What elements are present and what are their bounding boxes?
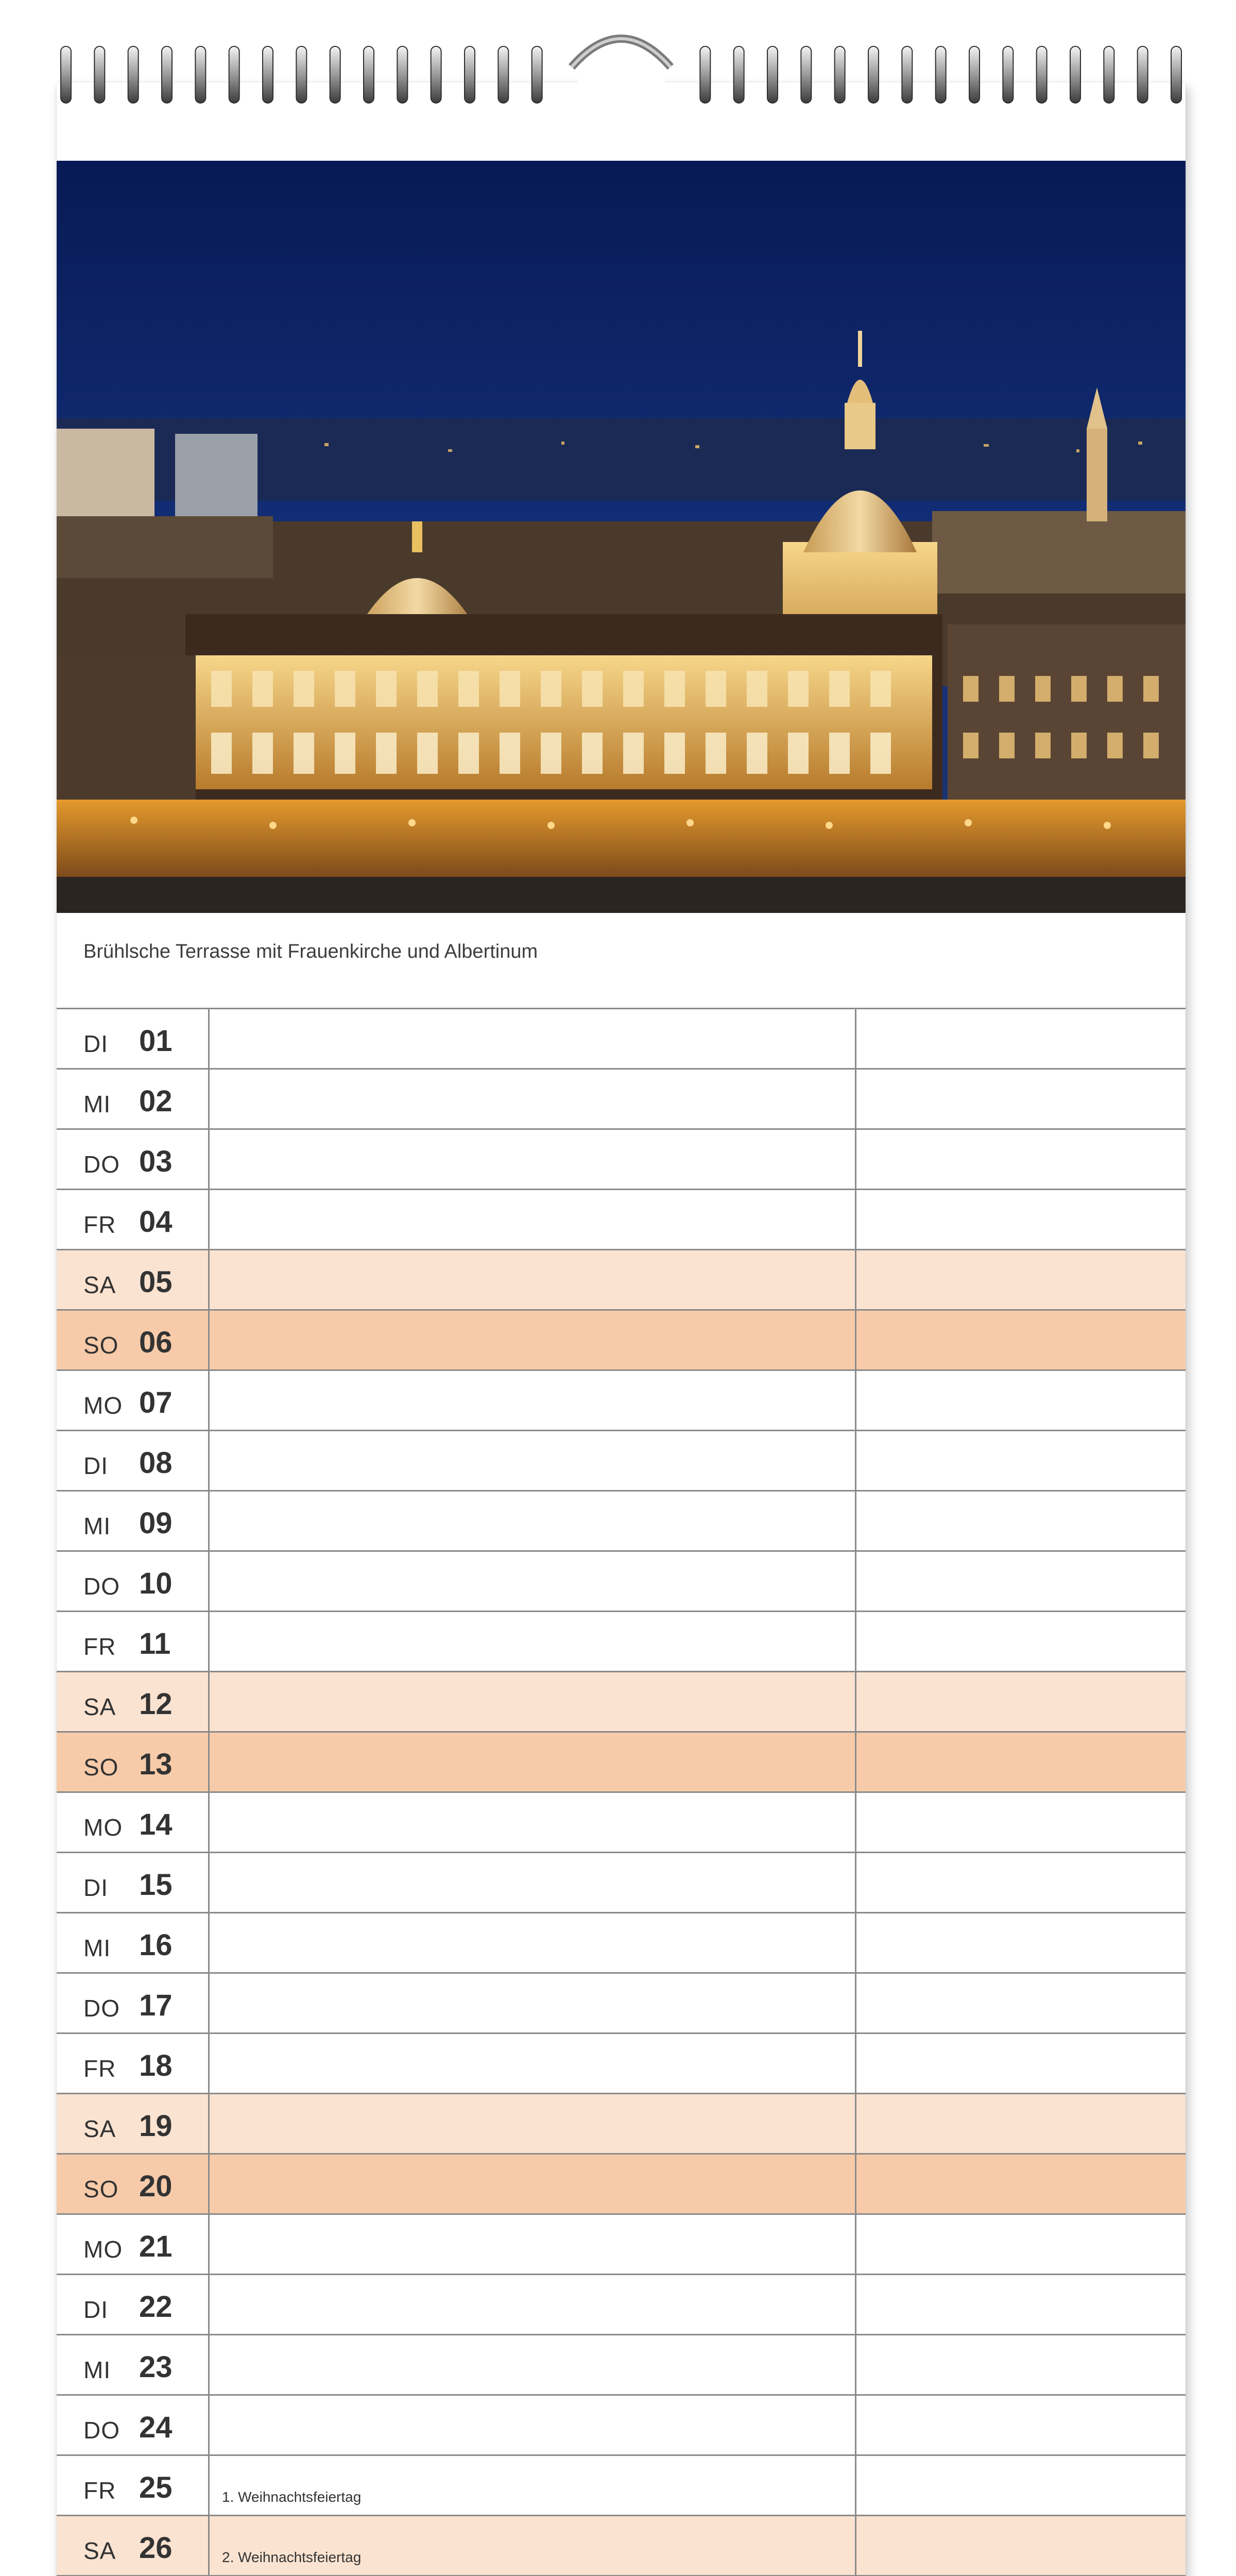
day-cell: [57, 2396, 210, 2454]
note-cell[interactable]: [210, 1492, 856, 1550]
day-row: [57, 1733, 1186, 1793]
day-row: [57, 1793, 1186, 1853]
day-cell: [57, 1070, 210, 1128]
weekday-label: SO: [83, 1754, 119, 1781]
day-number: 13: [139, 1748, 173, 1781]
extra-cell[interactable]: [856, 2155, 1186, 2213]
weekday-label: DI: [83, 1030, 108, 1057]
day-number: 14: [139, 1808, 173, 1841]
day-number: 11: [139, 1627, 171, 1660]
day-number: 26: [139, 2531, 173, 2565]
day-number: 09: [139, 1506, 173, 1540]
note-cell[interactable]: [210, 2396, 856, 2454]
spiral-ring: [431, 46, 441, 103]
weekday-label: MI: [83, 1513, 111, 1539]
day-cell: [57, 1612, 210, 1671]
note-cell[interactable]: [210, 1793, 856, 1852]
photo-caption: Brühlsche Terrasse mit Frauenkirche und Albertinum: [83, 941, 538, 962]
day-row: [57, 2456, 1186, 2516]
extra-cell[interactable]: [856, 2335, 1186, 2394]
day-cell: [57, 1130, 210, 1189]
day-row: [57, 1009, 1186, 1070]
day-row: [57, 1371, 1186, 1431]
day-cell: [57, 2034, 210, 2093]
day-number: 16: [139, 1928, 173, 1962]
note-cell[interactable]: [210, 2516, 856, 2575]
weekday-label: FR: [83, 1633, 116, 1660]
day-number: 24: [139, 2411, 173, 2444]
note-cell[interactable]: [210, 1431, 856, 1490]
spiral-ring: [263, 46, 273, 103]
day-cell: [57, 1913, 210, 1972]
extra-cell[interactable]: [856, 1371, 1186, 1430]
spiral-ring: [767, 46, 778, 103]
extra-cell[interactable]: [856, 1190, 1186, 1249]
note-cell[interactable]: [210, 1371, 856, 1430]
day-number: 25: [139, 2471, 173, 2504]
day-number: 20: [139, 2170, 173, 2203]
extra-cell[interactable]: [856, 1793, 1186, 1852]
note-cell[interactable]: [210, 1913, 856, 1972]
spiral-ring: [229, 46, 239, 103]
weekday-label: MO: [83, 1814, 123, 1841]
extra-cell[interactable]: [856, 2275, 1186, 2334]
day-number: 01: [139, 1024, 173, 1058]
spiral-ring: [1104, 46, 1114, 103]
weekday-label: DI: [83, 2296, 108, 2323]
day-row: [57, 1612, 1186, 1672]
weekday-label: MI: [83, 1091, 111, 1117]
extra-cell[interactable]: [856, 1612, 1186, 1671]
weekday-label: SA: [83, 2115, 116, 2142]
note-cell[interactable]: [210, 1552, 856, 1611]
weekday-label: DO: [83, 2417, 120, 2444]
note-cell[interactable]: [210, 1612, 856, 1671]
holiday-note: 1. Weihnachtsfeiertag: [222, 2489, 362, 2505]
day-row: [57, 1130, 1186, 1190]
day-row: [57, 2215, 1186, 2275]
spiral-ring: [734, 46, 744, 103]
day-row: [57, 1190, 1186, 1250]
weekday-label: DO: [83, 1151, 120, 1178]
extra-cell[interactable]: [856, 2516, 1186, 2575]
day-row: [57, 1250, 1186, 1311]
spiral-ring: [936, 46, 946, 103]
weekday-label: FR: [83, 2477, 116, 2504]
day-cell: [57, 1974, 210, 2032]
spiral-ring: [397, 46, 407, 103]
spiral-ring: [465, 46, 475, 103]
day-number: 06: [139, 1326, 173, 1359]
extra-cell[interactable]: [856, 1913, 1186, 1972]
note-cell[interactable]: [210, 1733, 856, 1791]
day-cell: [57, 2275, 210, 2334]
day-cell: [57, 2516, 210, 2575]
extra-cell[interactable]: [856, 2215, 1186, 2274]
day-number: 17: [139, 1989, 173, 2022]
extra-cell[interactable]: [856, 1672, 1186, 1731]
day-cell: [57, 2094, 210, 2153]
extra-cell[interactable]: [856, 1552, 1186, 1611]
day-cell: [57, 1190, 210, 1249]
extra-cell[interactable]: [856, 2396, 1186, 2454]
spiral-ring: [1037, 46, 1047, 103]
day-cell: [57, 2456, 210, 2515]
weekday-label: MO: [83, 2236, 123, 2263]
extra-cell[interactable]: [856, 2034, 1186, 2093]
extra-cell[interactable]: [856, 1130, 1186, 1189]
weekday-label: MI: [83, 1935, 111, 1961]
extra-cell[interactable]: [856, 1733, 1186, 1791]
spiral-binding: [57, 31, 1186, 124]
note-cell[interactable]: [210, 2335, 856, 2394]
day-row: [57, 2034, 1186, 2094]
spiral-ring: [1171, 46, 1181, 103]
spiral-ring: [902, 46, 912, 103]
note-cell[interactable]: [210, 1190, 856, 1249]
day-row: [57, 2335, 1186, 2396]
spiral-ring: [195, 46, 205, 103]
note-cell[interactable]: [210, 2456, 856, 2515]
day-number: 07: [139, 1386, 173, 1419]
spiral-ring: [969, 46, 980, 103]
extra-cell[interactable]: [856, 1070, 1186, 1128]
day-cell: [57, 1009, 210, 1068]
note-cell[interactable]: [210, 1974, 856, 2032]
spiral-ring: [61, 46, 71, 103]
day-cell: [57, 2155, 210, 2213]
note-cell[interactable]: [210, 2034, 856, 2093]
day-number: 19: [139, 2109, 173, 2143]
weekday-label: SA: [83, 2537, 116, 2564]
day-cell: [57, 1733, 210, 1791]
spiral-ring: [1070, 46, 1080, 103]
weekday-label: DI: [83, 1452, 108, 1479]
extra-cell[interactable]: [856, 2456, 1186, 2515]
note-cell[interactable]: [210, 2094, 856, 2153]
day-row: [57, 1974, 1186, 2034]
day-row: [57, 1431, 1186, 1492]
day-cell: [57, 2215, 210, 2274]
day-number: 18: [139, 2049, 173, 2082]
extra-cell[interactable]: [856, 1492, 1186, 1550]
day-cell: [57, 1431, 210, 1490]
day-cell: [57, 1853, 210, 1912]
day-row: [57, 1311, 1186, 1371]
day-number: 12: [139, 1687, 173, 1721]
weekday-label: MI: [83, 2357, 111, 2383]
day-row: [57, 2275, 1186, 2335]
day-row: [57, 2396, 1186, 2456]
extra-cell[interactable]: [856, 1853, 1186, 1912]
day-row: [57, 1492, 1186, 1552]
day-number: 02: [139, 1084, 173, 1118]
spiral-ring: [94, 46, 105, 103]
note-cell[interactable]: [210, 2215, 856, 2274]
day-number: 05: [139, 1265, 173, 1299]
spiral-ring: [498, 46, 508, 103]
day-number: 21: [139, 2230, 173, 2263]
day-cell: [57, 1492, 210, 1550]
spiral-ring: [700, 46, 710, 103]
weekday-label: FR: [83, 2055, 116, 2082]
note-cell[interactable]: [210, 2275, 856, 2334]
weekday-label: SO: [83, 2176, 119, 2202]
spiral-ring: [364, 46, 374, 103]
day-row: [57, 2516, 1186, 2576]
weekday-label: DI: [83, 1874, 108, 1901]
note-cell[interactable]: [210, 1070, 856, 1128]
extra-cell[interactable]: [856, 1250, 1186, 1309]
day-row: [57, 1672, 1186, 1733]
spiral-ring: [835, 46, 845, 103]
note-cell[interactable]: [210, 1130, 856, 1189]
weekday-label: FR: [83, 1211, 116, 1238]
spiral-ring: [868, 46, 879, 103]
weekday-label: SA: [83, 1272, 116, 1298]
spiral-ring: [162, 46, 172, 103]
spiral-ring: [296, 46, 306, 103]
spiral-ring: [1003, 46, 1013, 103]
spiral-ring: [1138, 46, 1148, 103]
extra-cell[interactable]: [856, 1311, 1186, 1369]
day-row: [57, 2094, 1186, 2155]
spiral-ring: [128, 46, 139, 103]
day-number: 23: [139, 2350, 173, 2384]
cityscape-photo: [57, 161, 1186, 913]
day-number: 22: [139, 2290, 173, 2324]
day-cell: [57, 2335, 210, 2394]
day-row: [57, 1070, 1186, 1130]
extra-cell[interactable]: [856, 2094, 1186, 2153]
extra-cell[interactable]: [856, 1009, 1186, 1068]
day-cell: [57, 1371, 210, 1430]
day-cell: [57, 1250, 210, 1309]
note-cell[interactable]: [210, 1853, 856, 1912]
day-grid: [57, 1008, 1186, 2576]
weekday-label: SO: [83, 1332, 119, 1359]
weekday-label: DO: [83, 1573, 120, 1600]
holiday-note: 2. Weihnachtsfeiertag: [222, 2549, 362, 2565]
day-row: [57, 1552, 1186, 1612]
day-cell: [57, 1793, 210, 1852]
note-cell[interactable]: [210, 2155, 856, 2213]
spiral-ring: [801, 46, 811, 103]
note-cell[interactable]: [210, 1250, 856, 1309]
note-cell[interactable]: [210, 1311, 856, 1369]
weekday-label: MO: [83, 1392, 123, 1419]
extra-cell[interactable]: [856, 1431, 1186, 1490]
weekday-label: SA: [83, 1693, 116, 1720]
day-row: [57, 1913, 1186, 1974]
day-cell: [57, 1552, 210, 1611]
note-cell[interactable]: [210, 1009, 856, 1068]
weekday-label: DO: [83, 1995, 120, 2022]
note-cell[interactable]: [210, 1672, 856, 1731]
day-row: [57, 2155, 1186, 2215]
spiral-ring: [330, 46, 340, 103]
day-number: 03: [139, 1145, 173, 1178]
day-cell: [57, 1311, 210, 1369]
extra-cell[interactable]: [856, 1974, 1186, 2032]
day-number: 15: [139, 1868, 173, 1902]
day-cell: [57, 1672, 210, 1731]
day-row: [57, 1853, 1186, 1913]
day-number: 10: [139, 1567, 173, 1600]
spiral-ring: [532, 46, 542, 103]
day-number: 08: [139, 1446, 173, 1480]
day-number: 04: [139, 1205, 173, 1239]
